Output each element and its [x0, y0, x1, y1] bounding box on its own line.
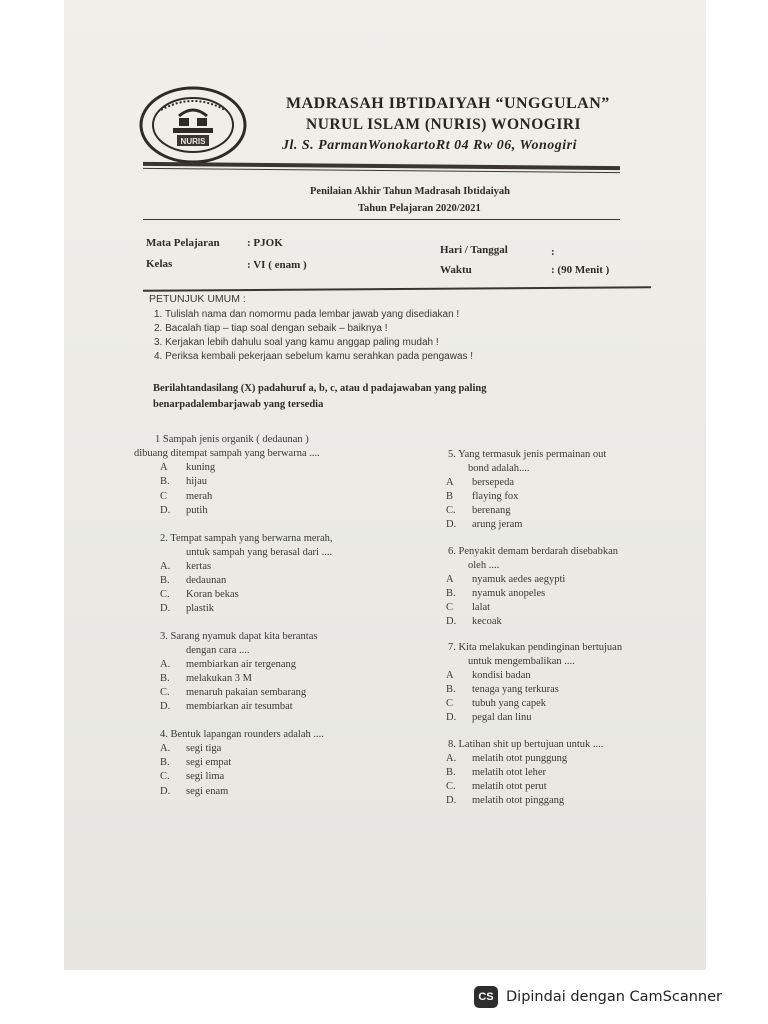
camscanner-watermark [474, 983, 754, 1011]
day-label: Hari / Tanggal [440, 244, 508, 256]
camscanner-logo-icon: CS [474, 986, 498, 1008]
time-label: Waktu [440, 264, 472, 276]
directive-line1: Berilahtandasilang (X) padahuruf a, b, c, atau d padajawaban yang paling [153, 383, 487, 394]
instruction-item: 2. Bacalah tiap – tiap soal dengan sebaik – baiknya ! [154, 323, 388, 334]
school-name-line1: MADRASAH IBTIDAIYAH “UNGGULAN” [286, 95, 610, 112]
time-value: : (90 Menit ) [551, 264, 610, 276]
instruction-item: 1. Tulislah nama dan nomormu pada lembar jawab yang disediakan ! [154, 309, 460, 320]
title-rule [143, 219, 620, 220]
class-value: : VI ( enam ) [247, 259, 307, 271]
subject-label: Mata Pelajaran [146, 237, 220, 249]
exam-title: Penilaian Akhir Tahun Madrasah Ibtidaiyah [310, 186, 510, 197]
instruction-item: 3. Kerjakan lebih dahulu soal yang kamu anggap paling mudah ! [154, 337, 439, 348]
camscanner-text: Dipindai dengan CamScanner [506, 989, 723, 1005]
school-address: Jl. S. ParmanWonokartoRt 04 Rw 06, Wonogiri [282, 138, 577, 153]
instruction-item: 4. Periksa kembali pekerjaan sebelum kamu serahkan pada pengawas ! [154, 351, 474, 362]
school-name-line2: NURUL ISLAM (NURIS) WONOGIRI [306, 116, 582, 133]
logo-text: NURIS [180, 137, 206, 146]
subject-value: : PJOK [247, 237, 283, 249]
class-label: Kelas [146, 258, 173, 270]
school-logo-icon [139, 86, 247, 164]
instructions-heading: PETUNJUK UMUM : [149, 293, 246, 305]
directive-line2: benarpadalembarjawab yang tersedia [153, 399, 324, 410]
day-value: : [551, 246, 555, 258]
exam-year: Tahun Pelajaran 2020/2021 [358, 203, 481, 214]
